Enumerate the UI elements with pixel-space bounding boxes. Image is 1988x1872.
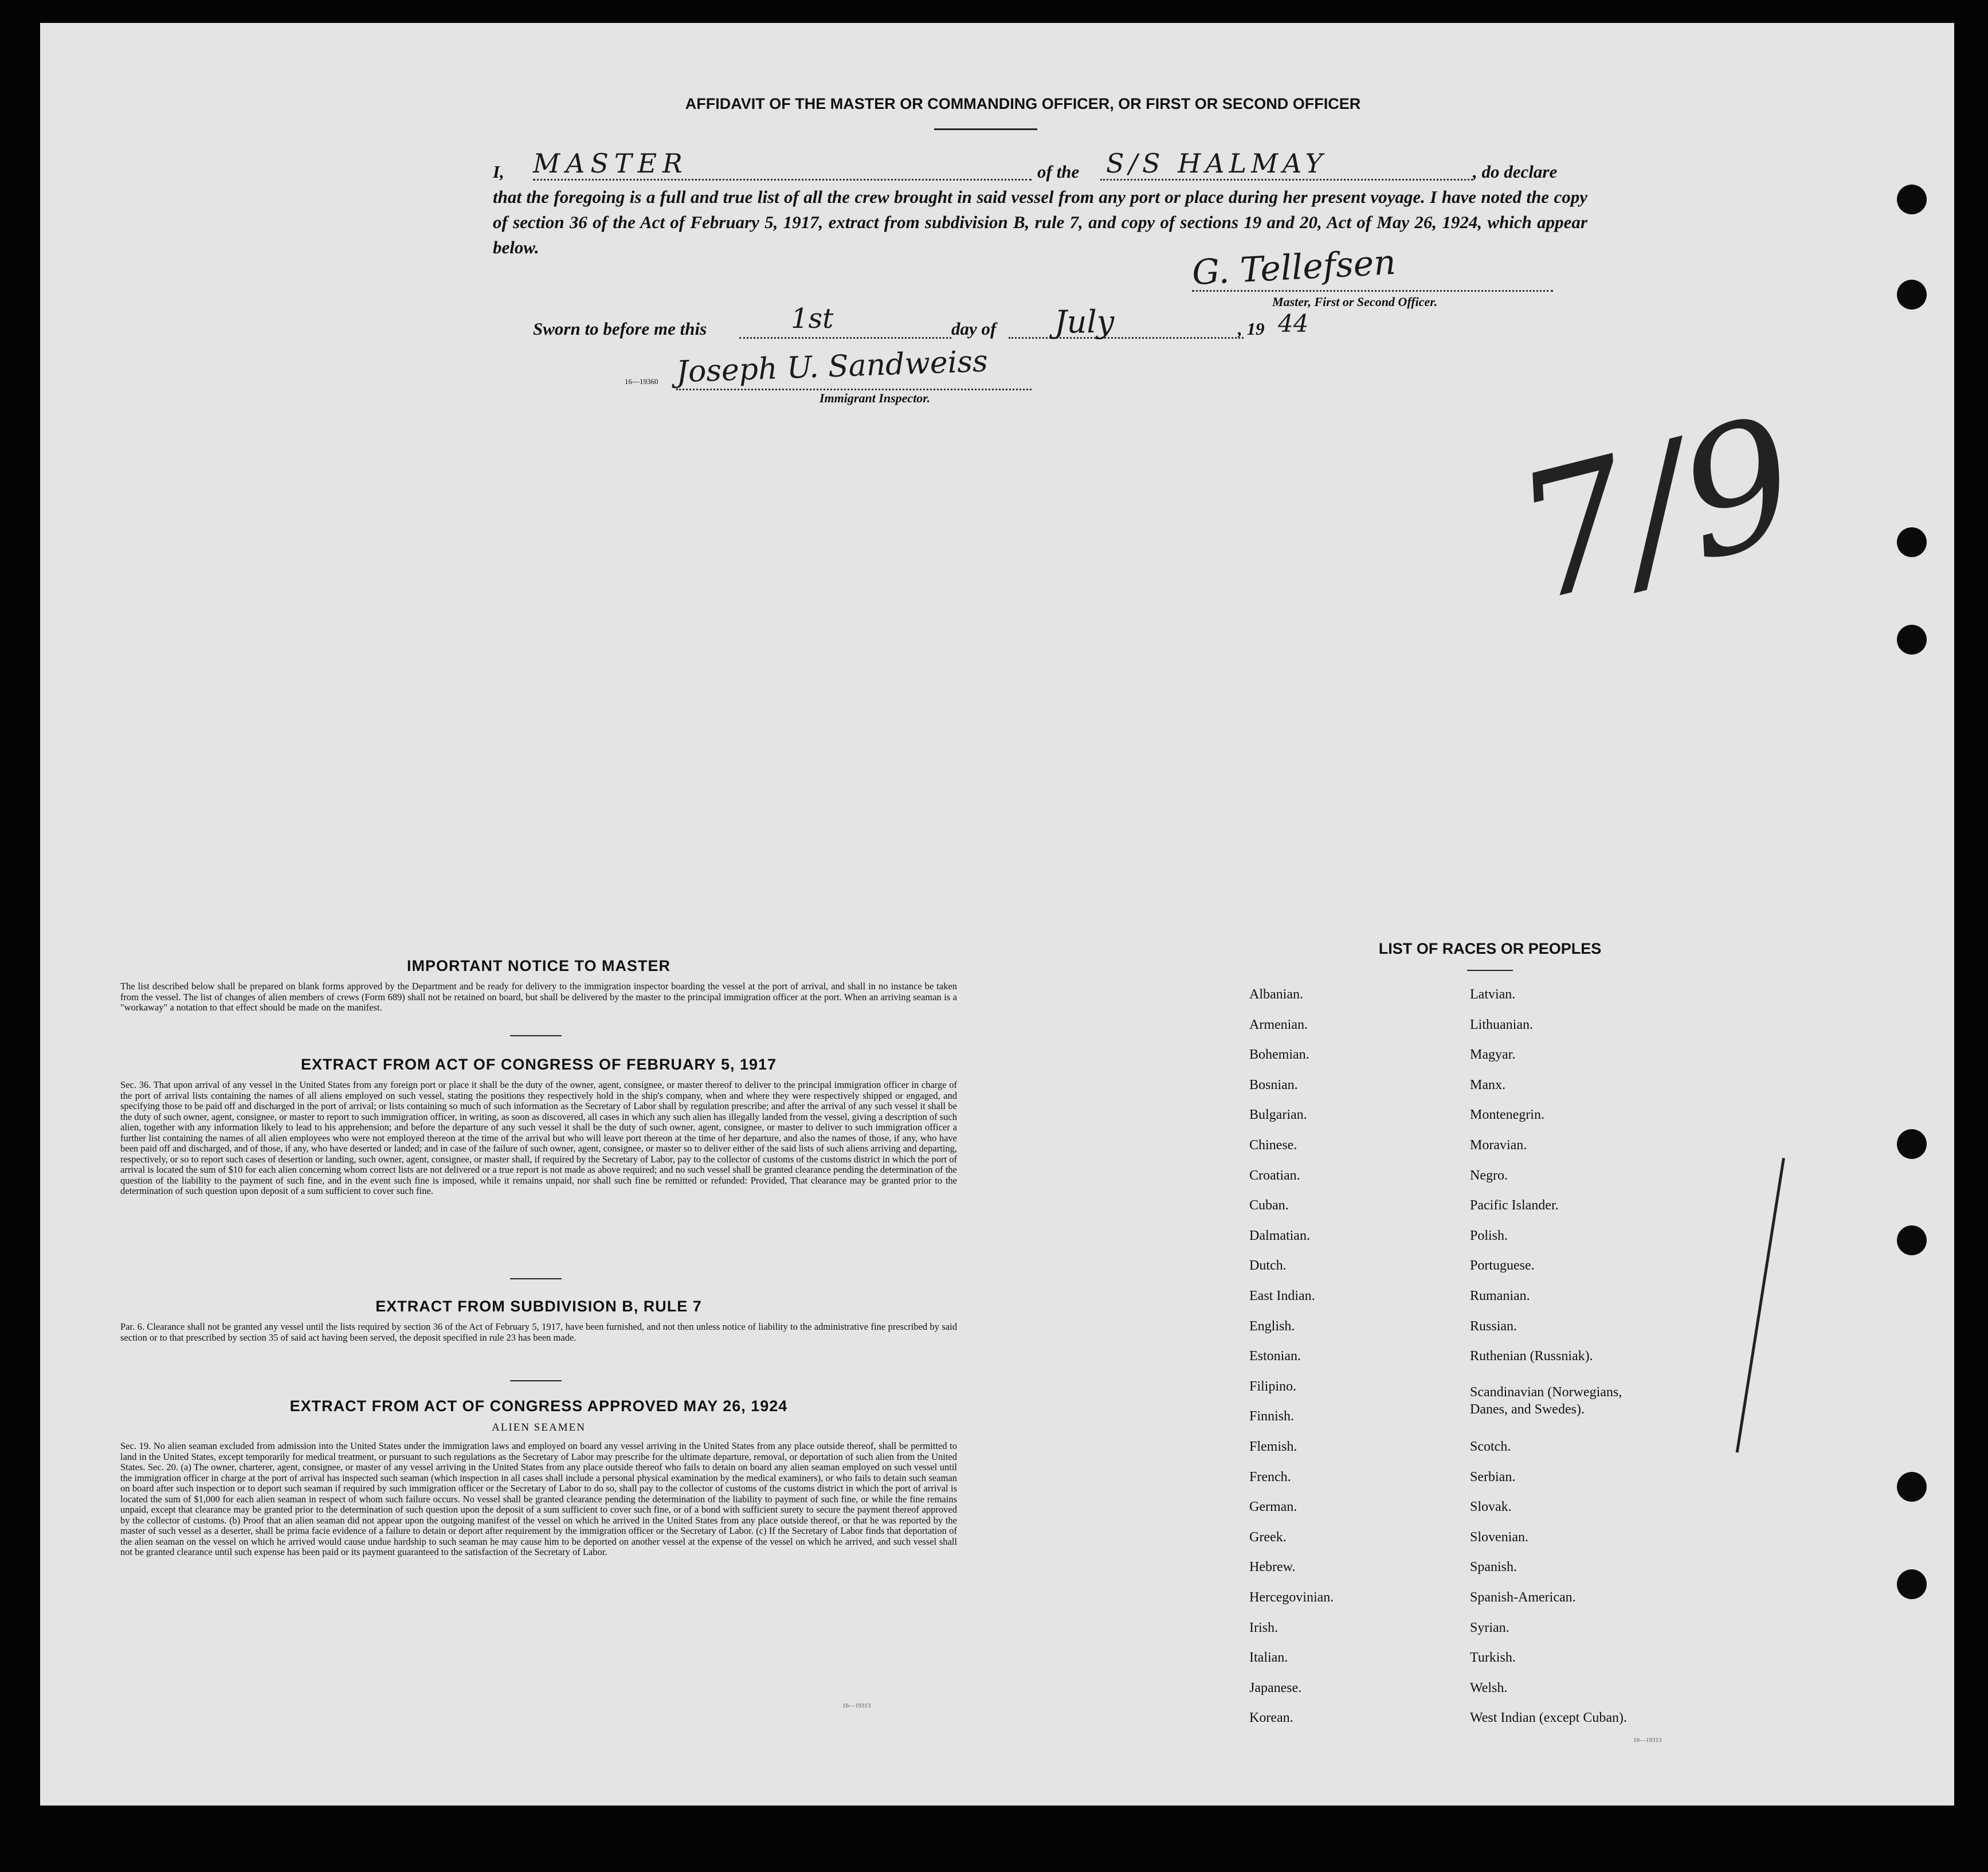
race-item: Scandinavian (Norwegians, Danes, and Swedes).	[1470, 1385, 1622, 1417]
race-item: Polish.	[1470, 1228, 1508, 1243]
document-sheet	[40, 23, 1954, 1806]
sworn-day: 1st	[791, 303, 834, 335]
rank-value: MASTER	[533, 148, 688, 179]
race-item: Filipino.	[1249, 1378, 1297, 1394]
race-item: Russian.	[1470, 1318, 1518, 1334]
extract-1917-divider	[510, 1278, 562, 1279]
sworn-month-line	[1009, 337, 1244, 339]
race-item: Rumanian.	[1470, 1289, 1530, 1303]
race-item: Manx.	[1470, 1077, 1505, 1092]
race-item: Slovak.	[1470, 1499, 1512, 1515]
declaration-text: that the foregoing is a full and true list of all the crew brought in said vessel from any port or place during her present voyage. I have noted the copy of section 36 of the Act of February 5, 1917, extract from subdivision B, rule 7, and copy of sections 19 and 20, Act of May 26, 1924, which appear below.	[493, 187, 1587, 257]
extract-1924-text: Sec. 19. No alien seaman excluded from admission into the United States under the immigration laws and employed on board any vessel arriving in the United States from any place outside thereof, shall be permitted to land in the United States, except temporarily for medical treatment, or pursuant to such regulations as the Secretary of Labor may prescribe for the ultimate departure, removal, or deportation of such alien from the United States. Sec. 20. (a) The owner, charterer, agent, consignee, or master of any vessel arriving in the United States from any place outside thereof who fails to detain on board any alien seaman employed on such vessel until the immigration officer in charge at the port of arrival has inspected such seaman (which inspection in all cases shall include a personal physical examination by the medical examiners), or who fails to detain such seaman on board after such inspection or to deport such seaman if required by such immigration officer or the Secretary of Labor to do so, shall pay to the collector of customs of the customs district in which the port of arrival is located the sum of $1,000 for each alien seaman in respect of whom such failure occurs. No vessel shall be granted clearance pending the determination of the liability to payment of such fine, or while the fine remains unpaid, except that clearance may be granted prior to the determination of such question upon the deposit of a sum sufficient to cover such fine, or of a bond with sufficient surety to secure the payment thereof approved by the collector of customs. (b) Proof that an alien seaman did not appear upon the outgoing manifest of the vessel on which he arrived in the United States from any place outside thereof, or that he was reported by the master of such vessel as a deserter, shall be prima facie evidence of a failure to detain or deport after requirement by the immigration officer or the Secretary of Labor. (c) If the Secretary of Labor finds that deportation of the alien seaman on the vessel on which he arrived would cause undue hardship to such seaman he may cause him to be deported on another vessel at the expense of the vessel on which he arrived, and such vessel shall not be granted clearance until such expense has been paid or its payment guaranteed to the satisfaction of the Secretary of Labor.	[120, 1440, 957, 1557]
extract-1924-subtitle: ALIEN SEAMEN	[492, 1421, 586, 1434]
punch-hole-6	[1897, 1225, 1927, 1255]
race-item: Ruthenian (Russniak).	[1470, 1349, 1593, 1364]
race-item: Welsh.	[1470, 1680, 1508, 1695]
extract-1917-title: EXTRACT FROM ACT OF CONGRESS OF FEBRUARY 5, 1917	[300, 1056, 777, 1073]
vessel-value: S/S HALMAY	[1106, 148, 1327, 179]
races-title: LIST OF RACES OR PEOPLES	[1378, 940, 1602, 957]
race-item: Portuguese.	[1470, 1258, 1535, 1274]
notice-divider	[510, 1035, 562, 1036]
race-item: Armenian.	[1249, 1017, 1308, 1032]
race-item: Hebrew.	[1249, 1560, 1296, 1575]
races-divider	[1467, 970, 1513, 971]
day-of-label: day of	[951, 319, 997, 339]
race-item: Hercegovinian.	[1249, 1590, 1334, 1605]
race-item: Bosnian.	[1249, 1077, 1298, 1092]
sworn-label: Sworn to before me this	[533, 319, 707, 339]
race-item: Spanish.	[1470, 1560, 1518, 1575]
extract-rule7-title: EXTRACT FROM SUBDIVISION B, RULE 7	[375, 1298, 702, 1315]
extract-rule7-text: Par. 6. Clearance shall not be granted any vessel until the lists required by section 36 of the Act of February 5, 1917, have been furnished, and not then unless notice of liability to the administrative fine prescribed by said section or to that prescribed by section 35 of said act having been served, the deposit specified in rule 23 has been made.	[120, 1321, 957, 1343]
race-item: English.	[1249, 1318, 1295, 1334]
extract-1924-form-number: 16—19313	[842, 1702, 871, 1709]
race-item: Negro.	[1470, 1168, 1508, 1183]
race-item: Scotch.	[1470, 1439, 1511, 1454]
vessel-line	[1100, 179, 1473, 181]
inspector-signature-line	[676, 389, 1032, 390]
notice-text: The list described below shall be prepared on blank forms approved by the Department and be ready for delivery to the immigration inspector boarding the vessel at the port of arrival, and shall in no instance be taken from the vessel. The list of changes of alien members of crews (Form 689) shall not be retained on board, but shall be delivered by the master to the principal immigration officer at the port. When an arriving seaman is a "workaway" a notation to that effect should be made on the manifest.	[120, 981, 957, 1013]
race-item: Bulgarian.	[1249, 1107, 1307, 1123]
punch-hole-7	[1897, 1472, 1927, 1502]
inspector-signature: Joseph U. Sandweiss	[676, 344, 989, 390]
inspector-caption: Immigrant Inspector.	[819, 391, 931, 405]
extract-1917-text: Sec. 36. That upon arrival of any vessel in the United States from any foreign port or place it shall be the duty of the owner, agent, consignee, or master thereof to deliver to the principal immigration officer in charge of the port of arrival lists containing the names of all aliens employed on such vessel, stating the positions they respectively hold in the ship's company, when and where they were respectively shipped or engaged, and specifying those to be paid off and discharged in the port of arrival; or lists containing so much of such information as the Secretary of Labor shall by regulation prescribe; and after the arrival of any such vessel it shall be the duty of such owner, agent, consignee, or master to report to such immigration officer, in writing, as soon as discovered, all cases in which any such alien has illegally landed from the vessel, giving a description of such alien, together with any information likely to lead to his apprehension; and before the departure of any such vessel it shall be the duty of such owner, agent, consignee, or master to deliver to such immigration officer a further list containing the names of all alien employees who were not employed thereon at the time of the arrival but who will leave port thereon at the time of her departure, and also the names of those, if any, who have been paid off and discharged, and of those, if any, who have deserted or landed; and in case of the failure of such owner, agent, consignee, or master so to deliver either of the said lists of such aliens arriving and departing, respectively, or so to report such cases of desertion or landing, such owner, agent, consignee, or master shall, if required by the Secretary of Labor, pay to the collector of customs of the customs district in which the port of arrival is located the sum of $10 for each alien concerning whom correct lists are not delivered or a true report is not made as above required; and no such vessel shall be granted clearance pending the determination of the question of the liability to the payment of such fine, and in the event such fine is imposed, while it remains unpaid, nor shall such fine be remitted or refunded: Provided, That clearance may be granted prior to the determination of such question upon deposit of a sum sufficient to cover such fine.	[120, 1079, 957, 1196]
of-the-label: of the	[1037, 162, 1080, 182]
punch-hole-8	[1897, 1569, 1927, 1599]
sworn-year: 44	[1278, 310, 1309, 338]
race-item: Albanian.	[1249, 987, 1303, 1002]
sworn-month: July	[1054, 304, 1115, 340]
race-item: Serbian.	[1470, 1469, 1516, 1485]
race-item: Cuban.	[1249, 1198, 1289, 1213]
race-item: Bohemian.	[1249, 1047, 1309, 1063]
punch-hole-2	[1897, 280, 1927, 310]
race-item: Spanish-American.	[1470, 1590, 1576, 1605]
officer-signature-line	[1192, 290, 1553, 292]
race-item: Magyar.	[1470, 1047, 1516, 1063]
officer-signature: G. Tellefsen	[1191, 242, 1397, 293]
race-item: East Indian.	[1249, 1289, 1315, 1303]
races-form-number: 16—19313	[1633, 1737, 1662, 1744]
race-item: Lithuanian.	[1470, 1017, 1533, 1032]
race-item: Pacific Islander.	[1470, 1198, 1559, 1213]
race-item: Dalmatian.	[1249, 1228, 1310, 1243]
race-item: West Indian (except Cuban).	[1470, 1710, 1627, 1726]
race-item: Turkish.	[1470, 1650, 1516, 1666]
race-item: Finnish.	[1249, 1409, 1295, 1424]
sworn-day-line	[739, 337, 951, 339]
punch-hole-1	[1897, 185, 1927, 214]
race-item: Latvian.	[1470, 987, 1516, 1002]
race-item: German.	[1249, 1499, 1297, 1515]
race-item: Moravian.	[1470, 1138, 1527, 1153]
punch-hole-4	[1897, 625, 1927, 655]
race-item: Syrian.	[1470, 1620, 1509, 1635]
race-item: French.	[1249, 1469, 1291, 1485]
race-item: Montenegrin.	[1470, 1107, 1544, 1123]
race-item: Japanese.	[1249, 1680, 1302, 1695]
punch-hole-5	[1897, 1129, 1927, 1159]
extract-1924-title: EXTRACT FROM ACT OF CONGRESS APPROVED MAY 26, 1924	[289, 1397, 788, 1415]
punch-hole-3	[1897, 527, 1927, 557]
title-divider	[934, 128, 1037, 130]
officer-caption: Master, First or Second Officer.	[1272, 295, 1438, 309]
race-item: Dutch.	[1249, 1258, 1287, 1274]
race-item: Irish.	[1249, 1620, 1278, 1635]
race-item: Italian.	[1249, 1650, 1288, 1666]
race-item: Chinese.	[1249, 1138, 1297, 1153]
race-item: Greek.	[1249, 1529, 1287, 1545]
race-item: Flemish.	[1249, 1439, 1297, 1454]
race-item: Estonian.	[1249, 1349, 1301, 1364]
handwritten-annotation: 7/9	[1498, 379, 1816, 641]
notice-title: IMPORTANT NOTICE TO MASTER	[407, 957, 670, 974]
i-label: I,	[493, 162, 504, 182]
inspector-form-number: 16—19360	[625, 377, 658, 386]
do-declare-label: , do declare	[1473, 162, 1558, 182]
affidavit-title: AFFIDAVIT OF THE MASTER OR COMMANDING OFFICER, OR FIRST OR SECOND OFFICER	[685, 95, 1361, 112]
race-item: Korean.	[1249, 1710, 1293, 1726]
race-item: Slovenian.	[1470, 1529, 1528, 1545]
year-prefix: , 19	[1238, 319, 1265, 339]
handwritten-stroke	[1736, 1158, 1785, 1452]
extract-rule7-divider	[510, 1380, 562, 1381]
race-item: Croatian.	[1249, 1168, 1300, 1183]
rank-line	[533, 179, 1032, 181]
